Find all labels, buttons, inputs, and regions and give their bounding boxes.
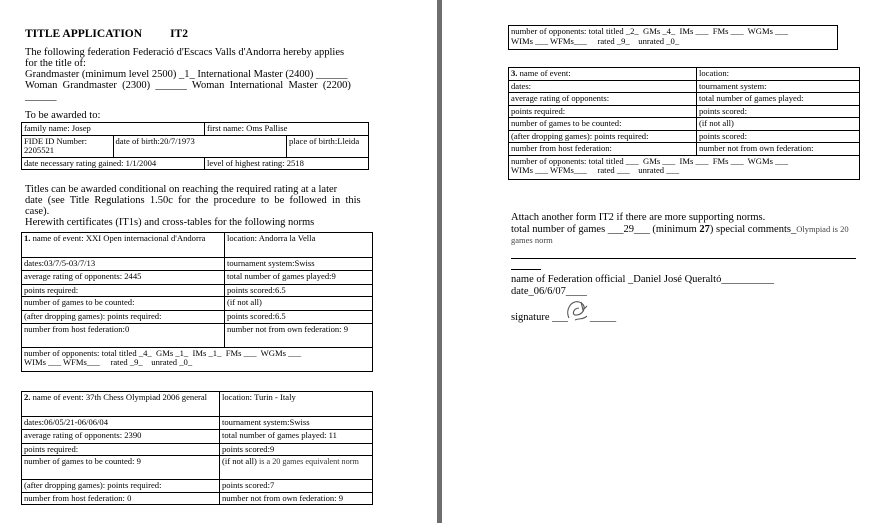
person-table <box>21 122 369 170</box>
event-1-location: location: Andorra la Vella <box>225 233 373 258</box>
event-2-name: 2. name of event: 37th Chess Olympiad 2006 general <box>22 392 220 417</box>
event-3-not-own-fed: number not from own federation: <box>697 143 860 156</box>
event-2-points-scored-2: points scored:7 <box>220 480 373 493</box>
federation-official: name of Federation official _Daniel José Queraltó__________ <box>511 274 774 285</box>
event-3-total-games: total number of games played: <box>697 93 860 106</box>
wgm-line: Woman Grandmaster (2300) ______ Woman International Master (2200) <box>25 80 351 91</box>
event-1-dates: dates:03/7/5-03/7/13 <box>22 258 225 271</box>
event-2-dates: dates:06/05/21-06/06/04 <box>22 417 220 430</box>
event-2-after-dropping: (after dropping games): points required: <box>22 480 220 493</box>
event-3-if-not-all: (if not all) <box>697 118 860 131</box>
total-games-line: total number of games ___29___ (minimum 27) special comments_Olympiad is 20 games norm <box>511 224 849 245</box>
event-3-host-fed: number from host federation: <box>509 143 697 156</box>
event-2-points-scored: points scored:9 <box>220 443 373 456</box>
page-1 <box>0 0 434 523</box>
date-of-birth: date of birth:20/7/1973 <box>113 135 287 157</box>
event-1-points-required: points required: <box>22 284 225 297</box>
event-2-system: tournament system:Swiss <box>220 417 373 430</box>
event-1-total-games: total number of games played:9 <box>225 270 373 284</box>
event-1-table <box>21 232 373 372</box>
page-gutter <box>434 0 448 523</box>
event-3-avg-rating: average rating of opponents: <box>509 93 697 106</box>
event-3-system: tournament system: <box>697 80 860 93</box>
gm-line: Grandmaster (minimum level 2500) _1_ International Master (2400) ______ <box>25 69 348 80</box>
official-date: date_06/6/07____ <box>511 286 587 297</box>
event-2-table <box>21 391 373 505</box>
highest-rating: level of highest rating: 2518 <box>205 157 369 170</box>
event-2-games-counted: number of games to be counted: 9 <box>22 456 220 480</box>
awarded-to: To be awarded to: <box>25 110 101 121</box>
event-2-avg-rating: average rating of opponents: 2390 <box>22 429 220 443</box>
event-3-after-dropping: (after dropping games): points required: <box>509 130 697 143</box>
event-2-opponents-table <box>508 25 838 50</box>
event-2-location: location: Turin - Italy <box>220 392 373 417</box>
event-1-if-not-all: (if not all) <box>225 297 373 311</box>
event-2-total-games: total number of games played: 11 <box>220 429 373 443</box>
event-2-opponents: number of opponents: total titled _2_ GMs _4_ IMs ___ FMs ___ WGMs ___ WIMs ___ WFMs___ rated _9_ unrated _0_ <box>509 26 838 50</box>
event-1-name: 1. name of event: XXI Open internacional d'Andorra <box>22 233 225 258</box>
event-2-not-own-fed: number not from own federation: 9 <box>220 492 373 505</box>
first-name: first name: Oms Pallise <box>205 123 369 136</box>
place-of-birth: place of birth:Lleida <box>287 135 369 157</box>
event-3-opponents: number of opponents: total titled ___ GMs ___ IMs ___ FMs ___ WGMs ___ WIMs ___ WFMs___ rated ___ unrated ___ <box>509 155 860 179</box>
conditional-note: Titles can be awarded conditional on reaching the required rating at a later date (see Title Regulations 1.50c for the procedure to be followed in this case). Herewith certificates (IT1s) and cross-tables for the following norms <box>25 184 370 228</box>
signature-line: signature ___ _____ <box>511 312 617 323</box>
event-3-points-scored-2: points scored: <box>697 130 860 143</box>
event-3-games-counted: number of games to be counted: <box>509 118 697 131</box>
event-1-host-fed: number from host federation:0 <box>22 323 225 347</box>
event-2-host-fed: number from host federation: 0 <box>22 492 220 505</box>
form-code: IT2 <box>170 28 188 40</box>
family-name: family name: Josep <box>22 123 205 136</box>
event-2-note: is a 20 games equivalent norm <box>259 457 359 466</box>
event-1-games-counted: number of games to be counted: <box>22 297 225 311</box>
event-1-after-dropping: (after dropping games): points required: <box>22 311 225 324</box>
event-3-location: location: <box>697 68 860 81</box>
date-rating-gained: date necessary rating gained: 1/1/2004 <box>22 157 205 170</box>
event-2-if-not-all: (if not all) is a 20 games equivalent norm <box>220 456 373 480</box>
event-1-not-own-fed: number not from own federation: 9 <box>225 323 373 347</box>
special-comment: Olympiad is 20 games norm <box>511 224 849 245</box>
signature-mark <box>561 296 595 326</box>
comment-rule <box>511 258 856 259</box>
event-3-table <box>508 67 860 180</box>
comment-rule-2 <box>511 269 541 270</box>
event-1-points-scored-2: points scored:6.5 <box>225 311 373 324</box>
intro: The following federation Federació d'Escacs Valls d'Andorra hereby applies for the title of: Grandmaster (minimum level 2500) _1_ International Master (2400) ______ Woman Grandmaster (2300) ______ Woman International Master (2200) ______ <box>25 47 375 102</box>
page-2 <box>448 0 875 523</box>
event-1-system: tournament system:Swiss <box>225 258 373 271</box>
event-1-avg-rating: average rating of opponents: 2445 <box>22 270 225 284</box>
attach-note: Attach another form IT2 if there are more supporting norms. <box>511 212 766 223</box>
event-1-points-scored: points scored:6.5 <box>225 284 373 297</box>
form-title: TITLE APPLICATION IT2 <box>25 28 188 40</box>
herewith-line: Herewith certificates (IT1s) and cross-tables for the following norms <box>25 217 315 228</box>
event-2-points-required: points required: <box>22 443 220 456</box>
event-3-points-required: points required: <box>509 105 697 118</box>
event-3-name: 3. name of event: <box>509 68 697 81</box>
fide-id: FIDE ID Number: 2205521 <box>22 135 114 157</box>
event-1-opponents: number of opponents: total titled _4_ GMs _1_ IMs _1_ FMs ___ WGMs ___ WIMs ___ WFMs___ rated _9_ unrated _0_ <box>22 347 373 371</box>
event-3-dates: dates: <box>509 80 697 93</box>
event-3-points-scored: points scored: <box>697 105 860 118</box>
page-divider <box>437 0 442 523</box>
